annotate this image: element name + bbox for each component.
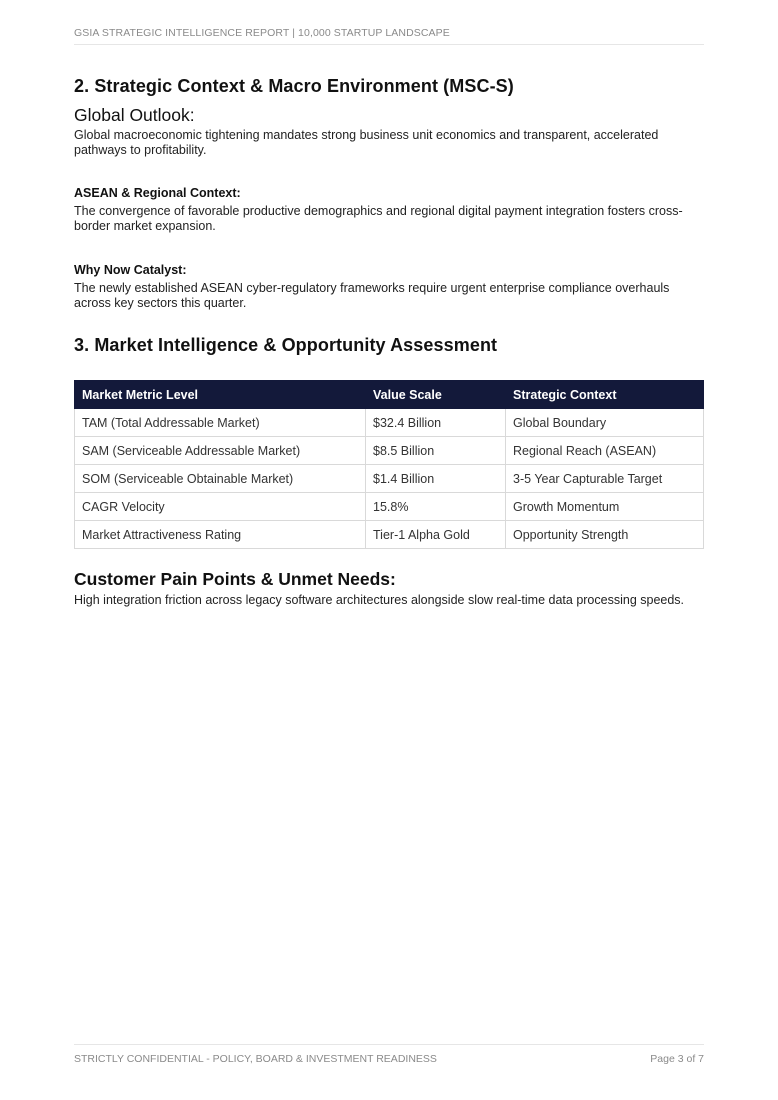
section-2-title: 2. Strategic Context & Macro Environment (MSC-S) bbox=[74, 76, 514, 96]
table-cell: Market Attractiveness Rating bbox=[75, 521, 366, 549]
market-metrics-table bbox=[74, 380, 704, 549]
table-cell: $32.4 Billion bbox=[366, 409, 506, 437]
table-cell: SAM (Serviceable Addressable Market) bbox=[75, 437, 366, 465]
page-footer bbox=[74, 1044, 704, 1065]
table-cell: Growth Momentum bbox=[506, 493, 704, 521]
page-content bbox=[74, 76, 704, 608]
page-number: Page 3 of 7 bbox=[650, 1053, 704, 1065]
section-3-title: 3. Market Intelligence & Opportunity Assessment bbox=[74, 335, 498, 355]
table-row bbox=[75, 521, 704, 549]
table-cell: $8.5 Billion bbox=[366, 437, 506, 465]
column-header-metric: Market Metric Level bbox=[75, 381, 366, 409]
table-cell: Opportunity Strength bbox=[506, 521, 704, 549]
table-row bbox=[75, 409, 704, 437]
table-row bbox=[75, 437, 704, 465]
why-now-heading: Why Now Catalyst: bbox=[74, 263, 187, 277]
global-outlook-body: Global macroeconomic tightening mandates strong business unit economics and transparent, accelerated pathways to profitability. bbox=[74, 128, 659, 157]
table-cell: Regional Reach (ASEAN) bbox=[506, 437, 704, 465]
table-cell: TAM (Total Addressable Market) bbox=[75, 409, 366, 437]
column-header-value: Value Scale bbox=[366, 381, 506, 409]
global-outlook-heading: Global Outlook: bbox=[74, 105, 195, 125]
header-text: GSIA STRATEGIC INTELLIGENCE REPORT | 10,000 STARTUP LANDSCAPE bbox=[74, 27, 450, 39]
table-cell: 3-5 Year Capturable Target bbox=[506, 465, 704, 493]
table-cell: Tier-1 Alpha Gold bbox=[366, 521, 506, 549]
why-now-body: The newly established ASEAN cyber-regulatory frameworks require urgent enterprise compliance overhauls across key sectors this quarter. bbox=[74, 281, 670, 310]
table-cell: 15.8% bbox=[366, 493, 506, 521]
asean-context-body: The convergence of favorable productive demographics and regional digital payment integration fosters cross-border market expansion. bbox=[74, 204, 683, 233]
column-header-context: Strategic Context bbox=[506, 381, 704, 409]
pain-points-body: High integration friction across legacy software architectures alongside slow real-time data processing speeds. bbox=[74, 593, 685, 607]
table-header-row bbox=[75, 381, 704, 409]
table-cell: CAGR Velocity bbox=[75, 493, 366, 521]
pain-points-heading: Customer Pain Points & Unmet Needs: bbox=[74, 569, 396, 589]
asean-context-heading: ASEAN & Regional Context: bbox=[74, 186, 241, 200]
table-row bbox=[75, 493, 704, 521]
table-cell: Global Boundary bbox=[506, 409, 704, 437]
table-cell: $1.4 Billion bbox=[366, 465, 506, 493]
table-cell: SOM (Serviceable Obtainable Market) bbox=[75, 465, 366, 493]
page-header bbox=[74, 27, 704, 45]
footer-confidential-text: STRICTLY CONFIDENTIAL - POLICY, BOARD & INVESTMENT READINESS bbox=[74, 1053, 437, 1065]
table-row bbox=[75, 465, 704, 493]
